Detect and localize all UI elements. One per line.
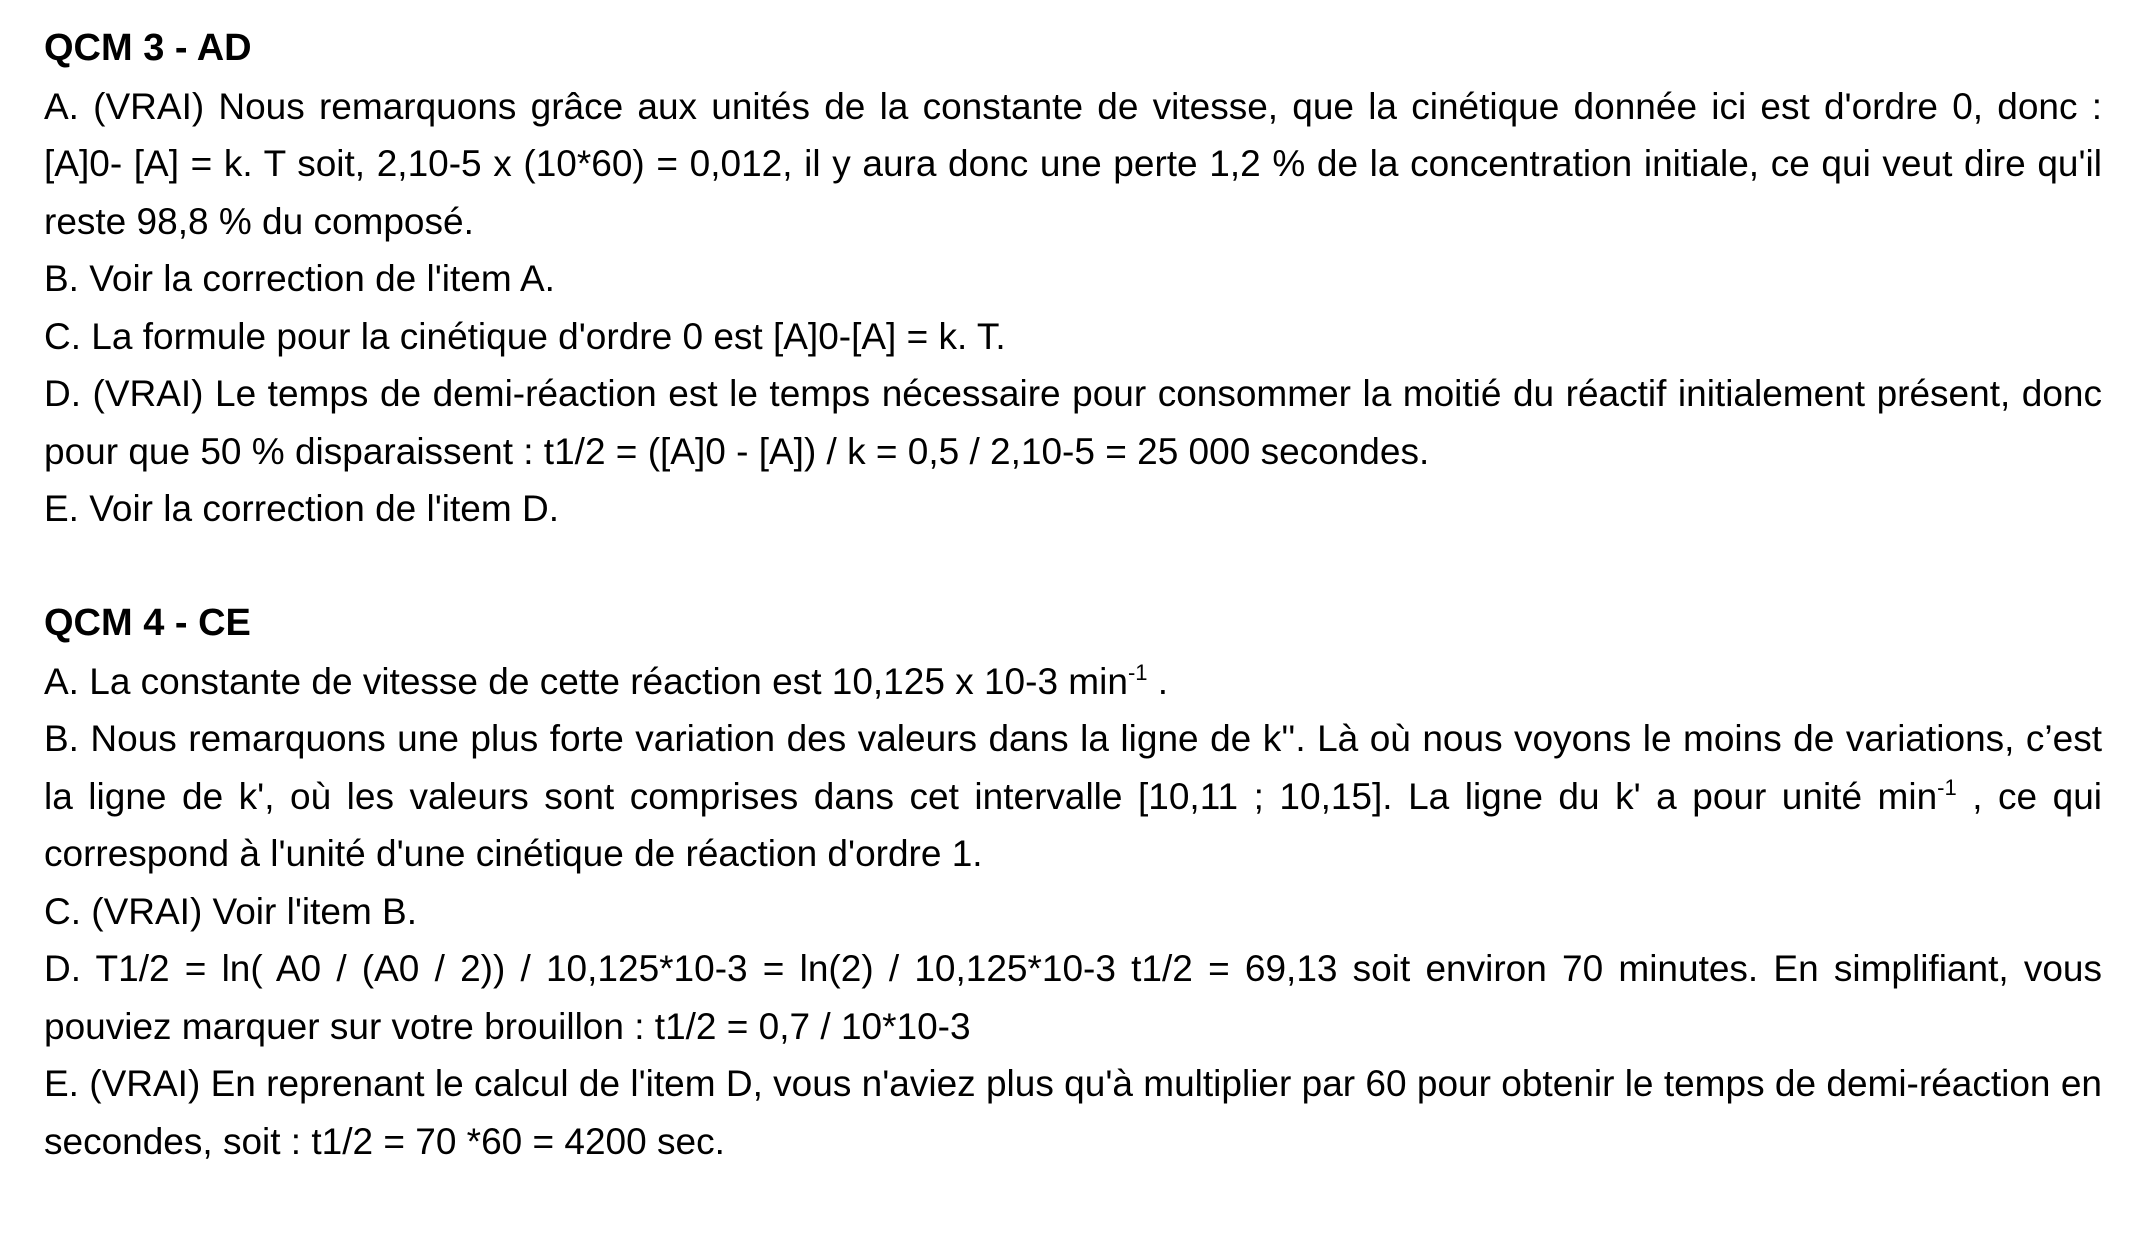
qcm4-item-e: E. (VRAI) En reprenant le calcul de l'item D, vous n'aviez plus qu'à multiplier par 60 pour obtenir le temps de demi-réaction en secondes, soit : t1/2 = 70 *60 = 4200 sec.	[44, 1063, 2102, 1162]
qcm3-title: QCM 3 - AD	[44, 27, 252, 69]
qcm3-item-b: B. Voir la correction de l'item A.	[44, 258, 555, 299]
qcm4-item-a-text: A. La constante de vitesse de cette réaction est 10,125 x 10-3 min	[44, 660, 1128, 702]
qcm4-item-a-end: .	[1147, 660, 1169, 702]
qcm3-item-a: A. (VRAI) Nous remarquons grâce aux unités de la constante de vitesse, que la cinétique donnée ici est d'ordre 0, donc : [A]0- [A] = k. T soit, 2,10-5 x (10*60) = 0,012, il y aura donc une perte 1,2 % de la concentration initiale, ce qui veut dire qu'il reste 98,8 % du composé.	[44, 85, 2102, 242]
qcm3-item-c: C. La formule pour la cinétique d'ordre 0 est [A]0-[A] = k. T.	[44, 315, 1006, 357]
qcm4-item-d: D. T1/2 = ln( A0 / (A0 / 2)) / 10,125*10-3 = ln(2) / 10,125*10-3 t1/2 = 69,13 soit environ 70 minutes. En simplifiant, vous pouviez marquer sur votre brouillon : t1/2 = 0,7 / 10*10-3	[44, 948, 2102, 1047]
qcm4-item-c: C. (VRAI) Voir l'item B.	[44, 890, 418, 932]
qcm4-section	[44, 595, 2102, 1170]
qcm4-item-b	[44, 710, 2102, 883]
qcm4-item-b-end: , ce qui correspond à l'unité d'une cinétique de réaction d'ordre 1.	[44, 775, 2102, 874]
qcm4-item-a	[44, 653, 2102, 711]
qcm3-section	[44, 20, 2102, 538]
qcm4-item-b-text: B. Nous remarquons une plus forte variation des valeurs dans la ligne de k''. Là où nous voyons le moins de variations, c’est la ligne de k', où les valeurs sont comprises dans cet intervalle [10,11 ; 10,15]. La ligne du k' a pour unité min	[44, 718, 2102, 817]
qcm4-title: QCM 4 - CE	[44, 602, 251, 644]
section-spacer	[44, 538, 2102, 596]
qcm3-item-e: E. Voir la correction de l'item D.	[44, 488, 559, 529]
qcm3-item-d: D. (VRAI) Le temps de demi-réaction est le temps nécessaire pour consommer la moitié du réactif initialement présent, donc pour que 50 % disparaissent : t1/2 = ([A]0 - [A]) / k = 0,5 / 2,10-5 = 25 000 secondes.	[44, 373, 2102, 472]
qcm4-item-a-exponent: -1	[1127, 659, 1148, 685]
document-page	[44, 20, 2102, 1170]
qcm4-item-b-exponent: -1	[1937, 774, 1957, 800]
